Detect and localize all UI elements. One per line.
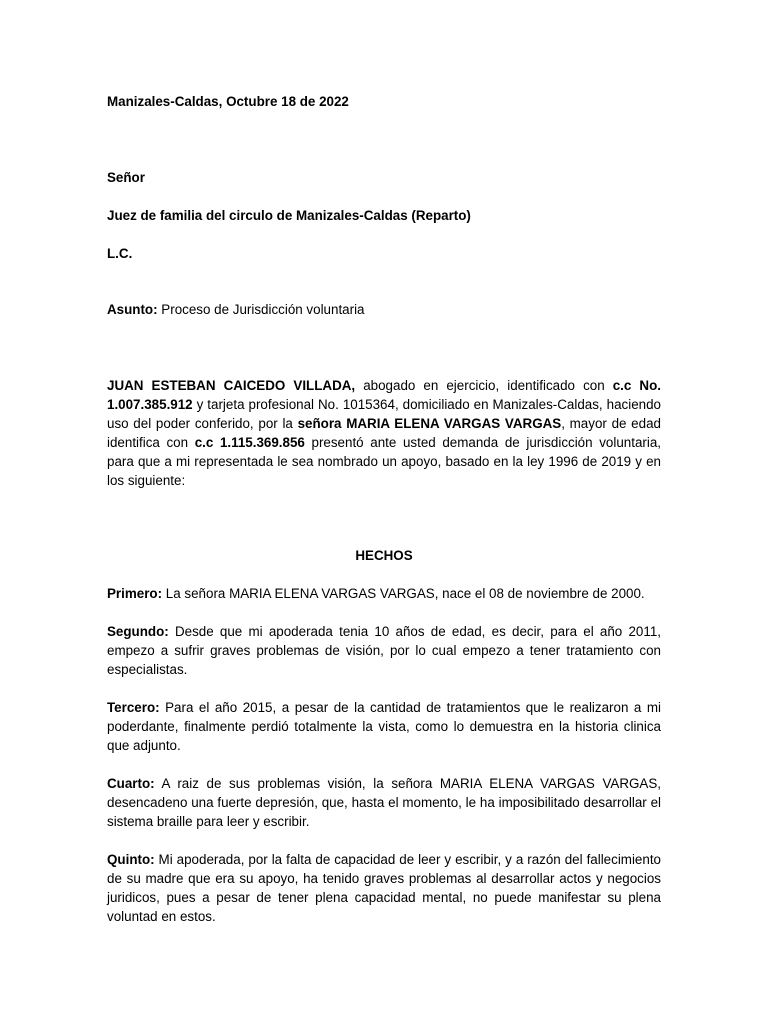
fact-text: La señora MARIA ELENA VARGAS VARGAS, nace el 08 de noviembre de 2000.: [162, 586, 645, 601]
fact-paragraph: [107, 850, 661, 926]
fact-label: Cuarto:: [107, 776, 155, 791]
subject-line: [107, 300, 661, 319]
client-id: c.c 1.115.369.856: [194, 435, 305, 450]
recipient-city: L.C.: [107, 246, 133, 261]
fact-paragraph: [107, 584, 661, 603]
facts-title: HECHOS: [355, 548, 413, 563]
fact-text: Mi apoderada, por la falta de capacidad de leer y escribir, y a razón del fallecimiento de su madre que era su apoyo, ha tenido graves problemas al desarrollar actos y negocios juridicos, pues a pesar de tener plena capacidad mental, no puede manifestar su plena voluntad en estos.: [107, 852, 661, 924]
fact-text: A raiz de sus problemas visión, la señora MARIA ELENA VARGAS VARGAS, desencadeno una fuerte depresión, que, hasta el momento, le ha imposibilitado desarrollar el sistema braille para leer y escribir.: [107, 776, 661, 829]
fact-label: Tercero:: [107, 700, 160, 715]
fact-label: Quinto:: [107, 852, 155, 867]
salutation: Señor: [107, 170, 145, 185]
place-date: Manizales-Caldas, Octubre 18 de 2022: [107, 94, 349, 109]
fact-text: Desde que mi apoderada tenia 10 años de edad, es decir, para el año 2011, empezo a sufrir graves problemas de visión, por lo cual empezo a tener tratamiento con especialistas.: [107, 624, 661, 677]
fact-paragraph: [107, 774, 661, 831]
subject-text: Proceso de Jurisdicción voluntaria: [157, 302, 365, 317]
fact-label: Primero:: [107, 586, 163, 601]
recipient: Juez de familia del circulo de Manizales-Caldas (Reparto): [107, 208, 471, 223]
intro-paragraph: JUAN ESTEBAN CAICEDO VILLADA, abogado en ejercicio, identificado con c.c No. 1.007.385.912 y tarjeta profesional No. 1015364, domiciliado en Manizales-Caldas, haciendo uso del poder conferido, por la señora MARIA ELENA VARGAS VARGAS, mayor de edad identifica con c.c 1.115.369.856 presentó ante usted demanda de jurisdicción voluntaria, para que a mi representada le sea nombrado un apoyo, basado en la ley 1996 de 2019 y en los siguiente:: [107, 378, 661, 488]
subject-label: Asunto:: [107, 302, 158, 317]
client-name: señora MARIA ELENA VARGAS VARGAS: [297, 416, 562, 431]
lawyer-id: c.c No. 1.007.385.912: [107, 378, 661, 412]
fact-text: Para el año 2015, a pesar de la cantidad de tratamientos que le realizaron a mi poderdante, finalmente perdió totalmente la vista, como lo demuestra en la historia clinica que adjunto.: [107, 700, 661, 753]
fact-paragraph: [107, 622, 661, 679]
fact-label: Segundo:: [107, 624, 169, 639]
lawyer-name: JUAN ESTEBAN CAICEDO VILLADA,: [107, 378, 356, 393]
fact-paragraph: [107, 698, 661, 755]
